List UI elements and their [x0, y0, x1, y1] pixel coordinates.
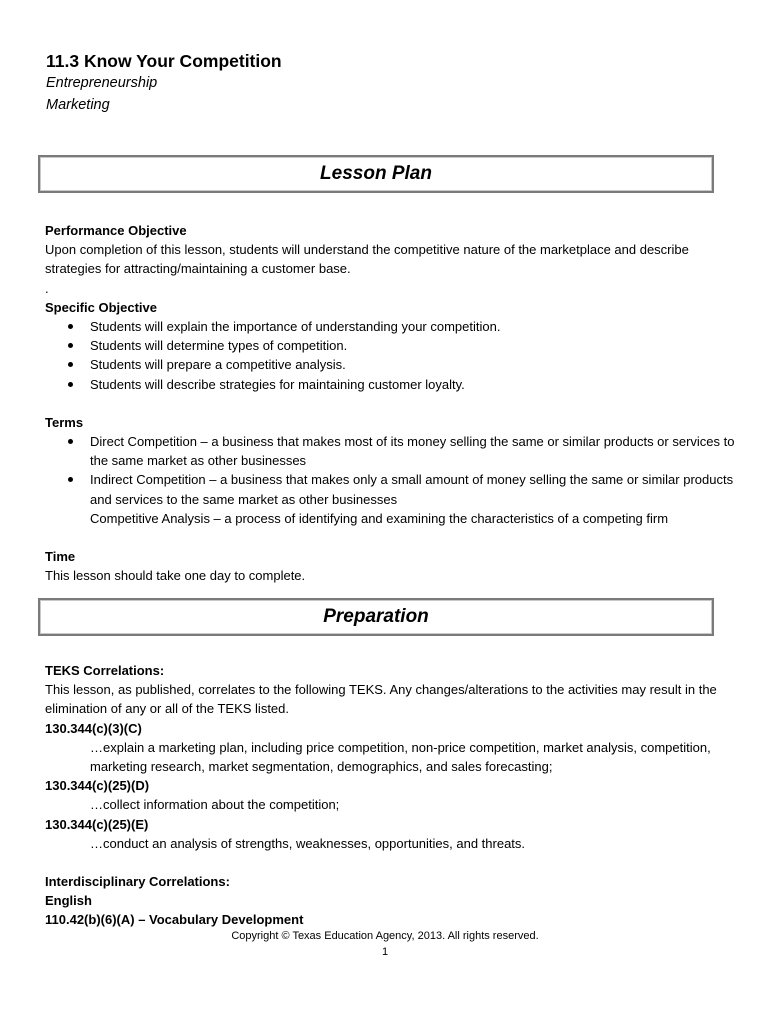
bullet-icon: [68, 362, 73, 367]
interdisciplinary-heading: Interdisciplinary Correlations:: [45, 874, 230, 890]
teks-description: …collect information about the competition;: [90, 797, 340, 813]
list-item: [45, 375, 735, 394]
copyright-footer: Copyright © Texas Education Agency, 2013. All rights reserved.: [231, 930, 539, 942]
time-text: This lesson should take one day to complete.: [45, 568, 306, 584]
list-item: [45, 432, 735, 470]
list-item-text: Students will explain the importance of understanding your competition.: [90, 319, 501, 335]
terms-list: [45, 432, 735, 509]
list-item: [45, 355, 735, 374]
list-item: [45, 317, 735, 336]
list-item: [45, 470, 735, 508]
title-block: [46, 50, 282, 116]
preparation-section: [45, 661, 735, 930]
bullet-icon: [68, 477, 73, 482]
teks-intro: This lesson, as published, correlates to the following TEKS. Any changes/alterations to the activities may result in the elimination of any or all of the TEKS listed.: [45, 682, 717, 717]
course-subtitle: Marketing: [46, 97, 110, 113]
bullet-icon: [68, 343, 73, 348]
lesson-plan-banner: [38, 155, 714, 193]
teks-description: …conduct an analysis of strengths, weaknesses, opportunities, and threats.: [90, 835, 526, 851]
performance-objective-heading: Performance Objective: [45, 223, 187, 238]
subject-subtitle: Entrepreneurship: [46, 75, 158, 91]
list-item-text: Students will prepare a competitive analysis.: [90, 357, 346, 373]
preparation-heading: Preparation: [323, 606, 429, 627]
performance-objective-text: Upon completion of this lesson, students will understand the competitive nature of the marketplace and describe strategies for attracting/maintaining a customer base.: [45, 242, 689, 277]
teks-code: 130.344(c)(25)(E): [45, 816, 149, 832]
page-title: 11.3 Know Your Competition: [46, 51, 282, 71]
teks-description: …explain a marketing plan, including price competition, non-price competition, market analysis, competition, marketing research, market segmentation, demographics, and sales forecasting;: [90, 739, 711, 775]
page-number: 1: [381, 946, 389, 958]
time-heading: Time: [45, 549, 76, 565]
list-item-text: Students will describe strategies for maintaining customer loyalty.: [90, 376, 465, 392]
list-item-text: Indirect Competition – a business that makes only a small amount of money selling the same or similar products and services to the same market as other businesses: [90, 472, 734, 507]
bullet-icon: [68, 324, 73, 329]
teks-code: 130.344(c)(3)(C): [45, 720, 142, 736]
bullet-icon: [68, 439, 73, 444]
teks-heading: TEKS Correlations:: [45, 663, 165, 678]
lesson-plan-heading: Lesson Plan: [320, 163, 432, 184]
specific-objective-list: [45, 317, 735, 394]
competitive-analysis-term: Competitive Analysis – a process of identifying and examining the characteristics of a competing firm: [90, 510, 669, 526]
specific-objective-heading: Specific Objective: [45, 299, 157, 315]
english-heading: English: [45, 893, 92, 909]
list-item-text: Direct Competition – a business that makes most of its money selling the same or similar products or services to the same market as other businesses: [90, 434, 735, 469]
preparation-banner: [38, 598, 714, 636]
list-item: [45, 336, 735, 355]
lesson-plan-section: [45, 221, 735, 585]
bullet-icon: [68, 382, 73, 387]
english-vocabulary-code: 110.42(b)(6)(A) – Vocabulary Development: [45, 912, 304, 928]
stray-period: .: [45, 280, 49, 296]
terms-heading: Terms: [45, 414, 84, 430]
list-item-text: Students will determine types of competition.: [90, 338, 348, 354]
teks-code: 130.344(c)(25)(D): [45, 778, 150, 794]
